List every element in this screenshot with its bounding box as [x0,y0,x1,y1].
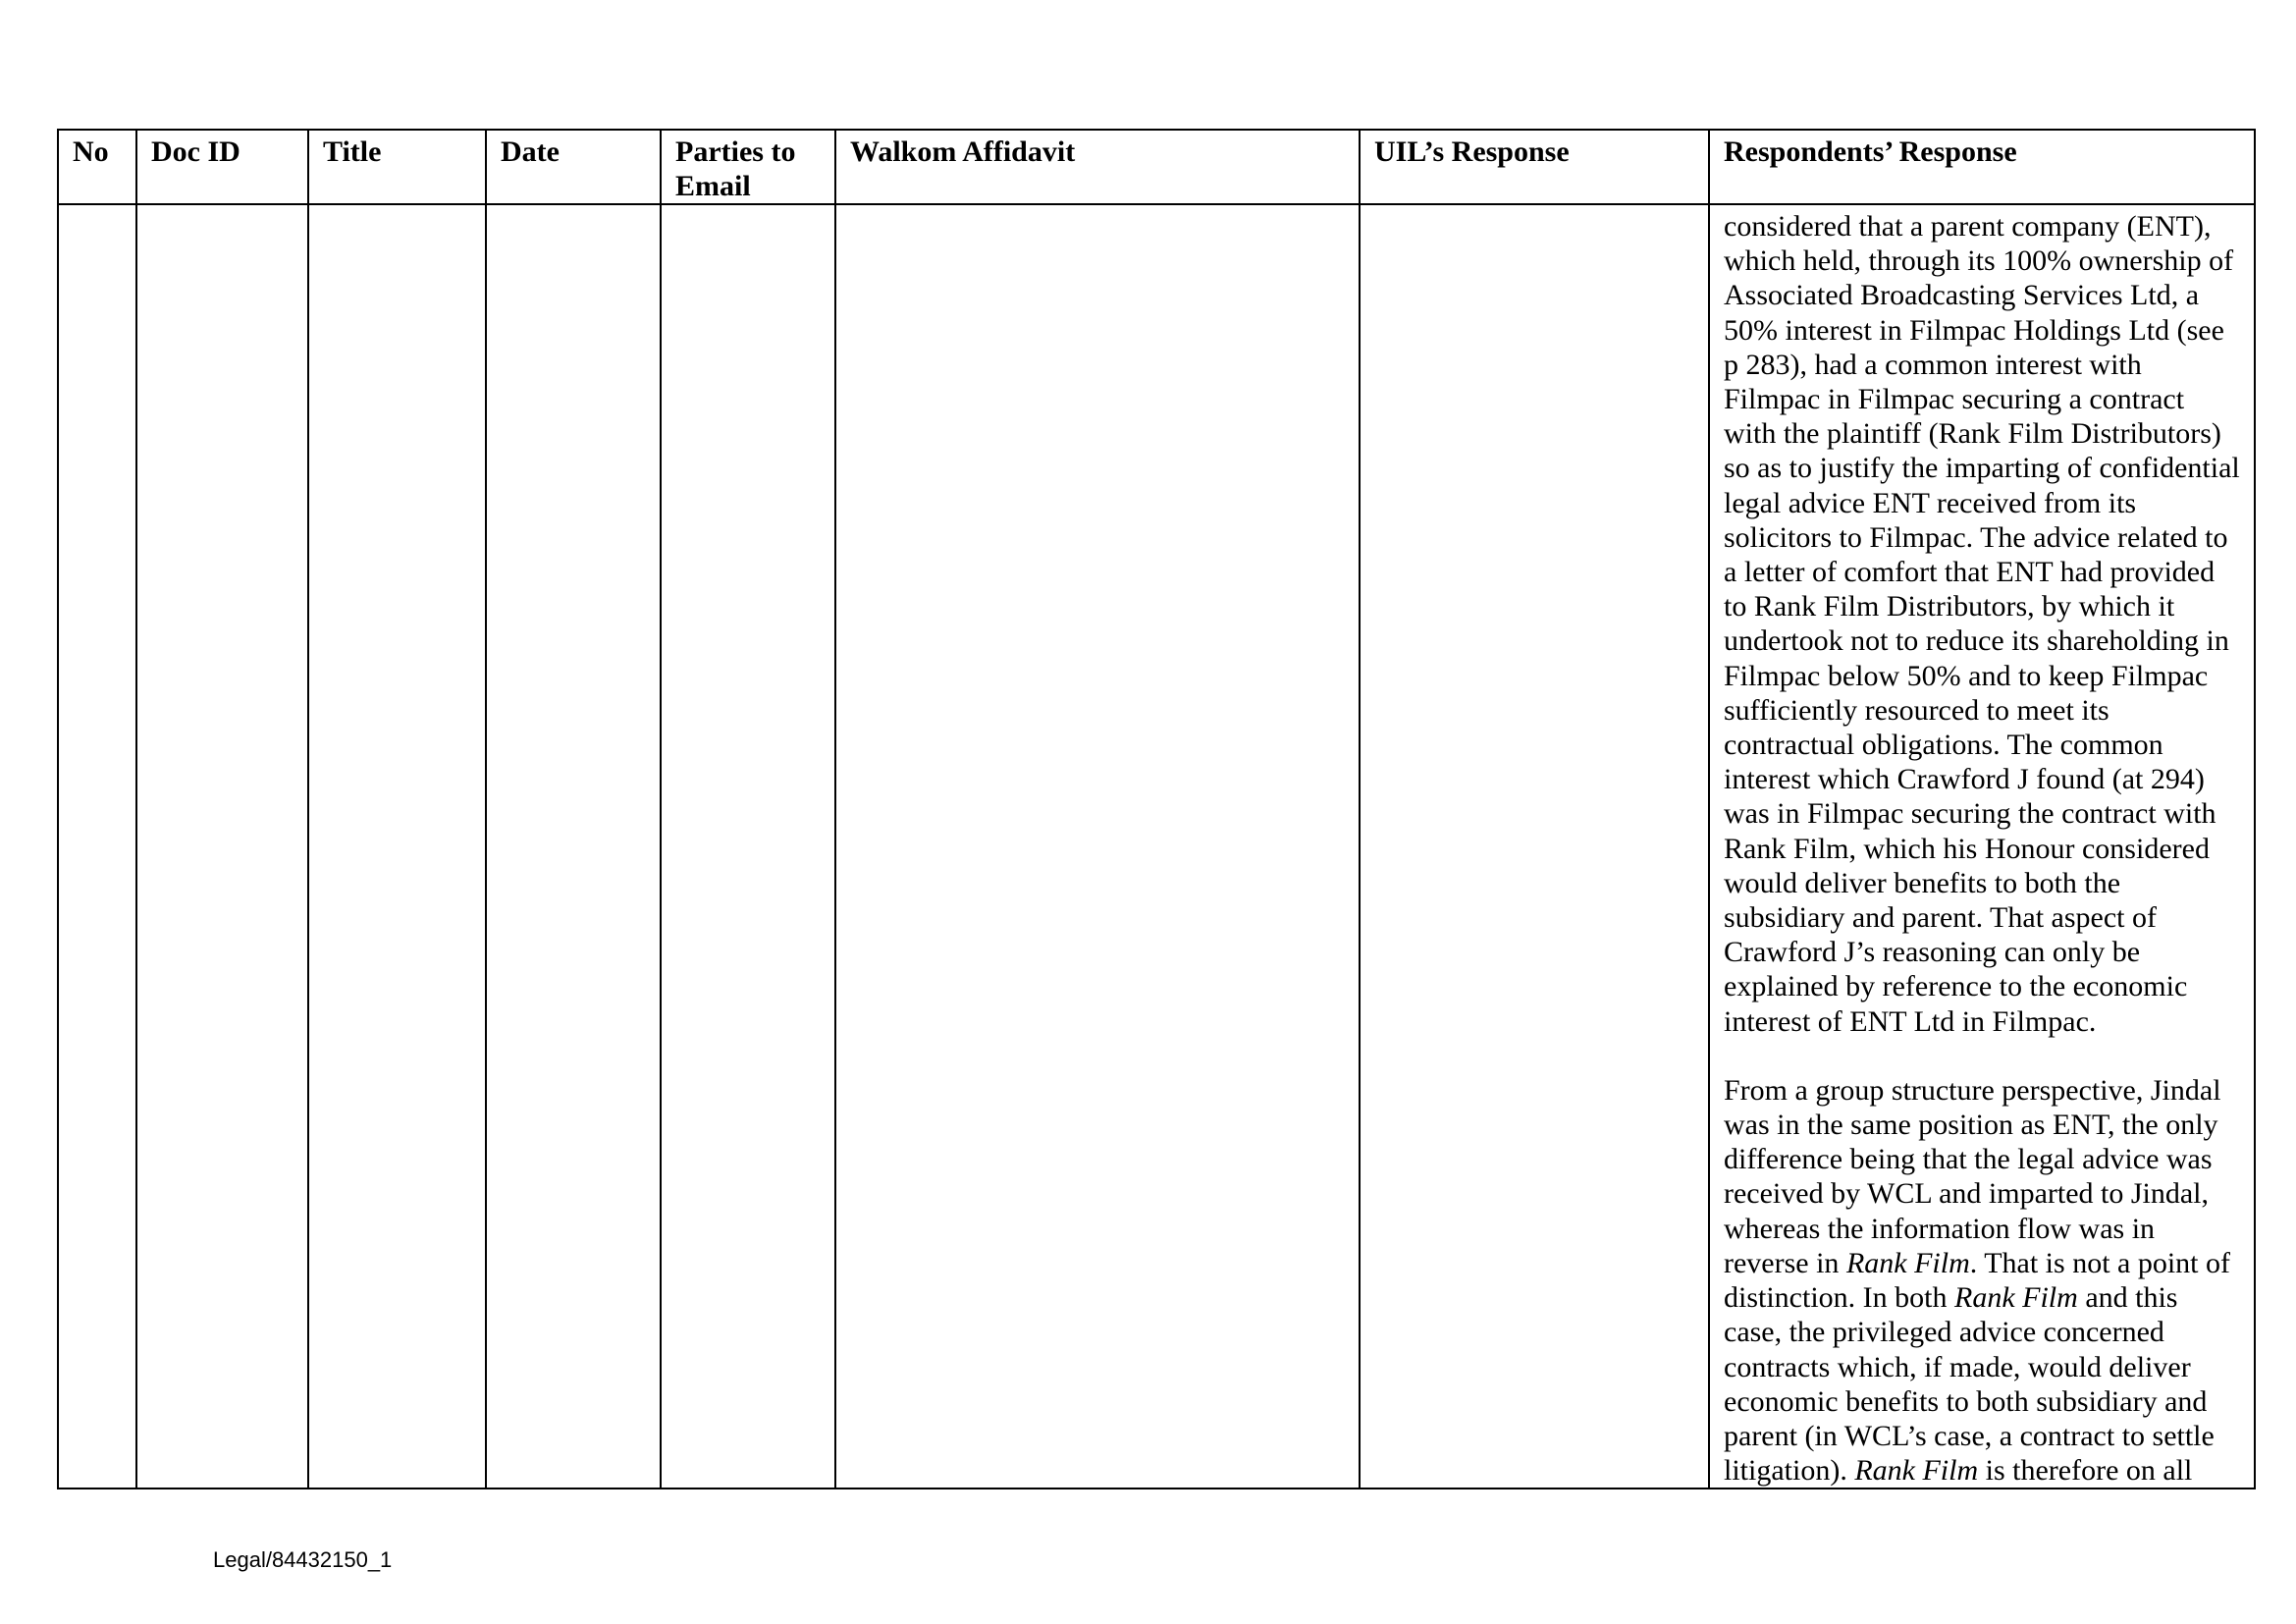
cell-date [486,204,661,1489]
header-uils-response: UIL’s Response [1360,130,1709,204]
footer-document-reference: Legal/84432150_1 [213,1547,393,1572]
header-respondents-response: Respondents’ Response [1709,130,2255,204]
header-doc-id: Doc ID [136,130,308,204]
paragraph-2-text-b: . That is not a point of distinction. In both [1724,1246,2231,1315]
cell-title [308,204,486,1489]
header-no: No [58,130,136,204]
cell-doc-id [136,204,308,1489]
respondents-response-paragraph-2 [1724,1073,2240,1488]
paragraph-2-text-a: From a group structure perspective, Jindal was in the same position as ENT, the only difference being that the legal advice was received by WCL and imparted to Jindal, whereas the information flow was in reverse in [1724,1073,2221,1279]
respondents-response-paragraph-1: considered that a parent company (ENT), which held, through its 100% ownership of Associated Broadcasting Services Ltd, a 50% interest in Filmpac Holdings Ltd (see p 283), had a common interest with Filmpac in Filmpac securing a contract with the plaintiff (Rank Film Distributors) so as to justify the imparting of confidential legal advice ENT received from its solicitors to Filmpac. The advice related to a letter of comfort that ENT had provided to Rank Film Distributors, by which it undertook not to reduce its shareholding in Filmpac below 50% and to keep Filmpac sufficiently resourced to meet its contractual obligations. The common interest which Crawford J found (at 294) was in Filmpac securing the contract with Rank Film, which his Honour considered would deliver benefits to both the subsidiary and parent. That aspect of Crawford J’s reasoning can only be explained by reference to the economic interest of ENT Ltd in Filmpac. [1724,210,2240,1038]
case-name-rank-film: Rank Film [1954,1281,2078,1315]
cell-uils-response [1360,204,1709,1489]
paragraph-2-text-d: is therefore on all [1978,1454,2193,1488]
paragraph-2-text-c: and this case, the privileged advice concerned contracts which, if made, would deliver economic benefits to both subsidiary and parent (in WCL’s case, a contract to settle litigation). [1724,1281,2215,1488]
header-parties-to-email: Parties to Email [661,130,835,204]
table-header-row [58,130,2255,204]
header-title: Title [308,130,486,204]
cell-walkom-affidavit [835,204,1360,1489]
header-walkom-affidavit: Walkom Affidavit [835,130,1360,204]
cell-respondents-response [1709,204,2255,1489]
case-name-rank-film: Rank Film [1845,1246,1970,1279]
table-row [58,204,2255,1489]
cell-no [58,204,136,1489]
case-name-rank-film: Rank Film [1854,1454,1979,1488]
document-table [57,129,2256,1489]
cell-parties-to-email [661,204,835,1489]
header-date: Date [486,130,661,204]
